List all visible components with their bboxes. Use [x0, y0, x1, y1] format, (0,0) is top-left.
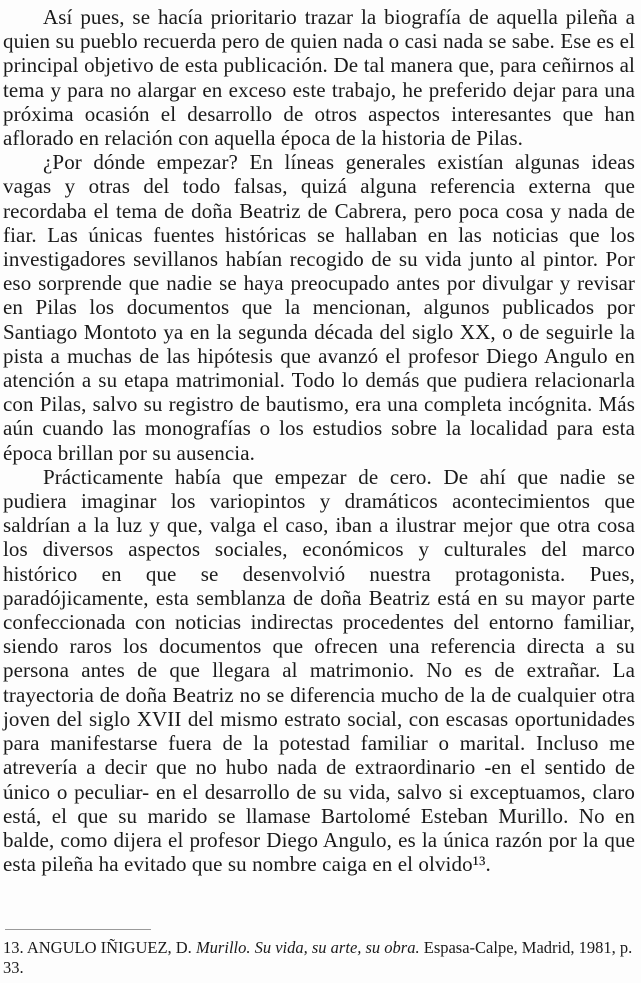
body-text [3, 5, 635, 876]
footnote-citation-title: Murillo. Su vida, su arte, su obra. [195, 938, 420, 957]
footnote-area [3, 929, 635, 978]
footnote-separator [5, 929, 151, 930]
footnote-citation-prefix: 13. ANGULO IÑIGUEZ, D. [3, 938, 196, 957]
body-paragraph-3: Prácticamente había que empezar de cero. De ahí que nadie se pudiera imaginar los variopintos y dramáticos acontecimientos que saldrían a la luz y que, valga el caso, iban a ilustrar mejor que otra cosa los diversos aspectos sociales, económicos y culturales del marco histórico en que se desenvolvió nuestra protagonista. Pues, paradójicamente, esta semblanza de doña Beatriz está en su mayor parte confeccionada con noticias indirectas procedentes del entorno familiar, siendo raros los documentos que ofrecen una referencia directa a su persona antes de que llegara al matrimonio. No es de extrañar. La trayectoria de doña Beatriz no se diferencia mucho de la de cualquier otra joven del siglo XVII del mismo estrato social, con escasas oportunidades para manifestarse fuera de la potestad familiar o marital. Incluso me atrevería a decir que no hubo nada de extraordinario -en el sentido de único o peculiar- en el desarrollo de su vida, salvo si exceptuamos, claro está, el que su marido se llamase Bartolomé Esteban Murillo. No en balde, como dijera el profesor Diego Angulo, es la única razón por la que esta pileña ha evitado que su nombre caiga en el olvido¹³. [3, 464, 635, 877]
footnote-citation-suffix: Espasa-Calpe, Madrid, 1981, p. 33. [3, 938, 633, 977]
body-paragraph-1: Así pues, se hacía prioritario trazar la biografía de aquella pileña a quien su pueblo recuerda pero de quien nada o casi nada se sabe. Ese es el principal objetivo de esta publicación. De tal manera que, para ceñirnos al tema y para no alargar en exceso este trabajo, he preferido dejar para una próxima ocasión el desarrollo de otros aspectos interesantes que han aflorado en relación con aquella época de la historia de Pilas. [3, 5, 635, 151]
footnote-13 [3, 938, 635, 978]
body-paragraph-2: ¿Por dónde empezar? En líneas generales existían algunas ideas vagas y otras del todo falsas, quizá alguna referencia externa que recordaba el tema de doña Beatriz de Cabrera, pero poca cosa y nada de fiar. Las únicas fuentes históricas se hallaban en las noticias que los investigadores sevillanos habían recogido de su vida junto al pintor. Por eso sorprende que nadie se haya preocupado antes por divulgar y revisar en Pilas los documentos que la mencionan, algunos publicados por Santiago Montoto ya en la segunda década del siglo XX, o de seguirle la pista a muchas de las hipótesis que avanzó el profesor Diego Angulo en atención a su etapa matrimonial. Todo lo demás que pudiera relacionarla con Pilas, salvo su registro de bautismo, era una completa incógnita. Más aún cuando las monografías o los estudios sobre la localidad para esta época brillan por su ausencia. [3, 150, 635, 465]
